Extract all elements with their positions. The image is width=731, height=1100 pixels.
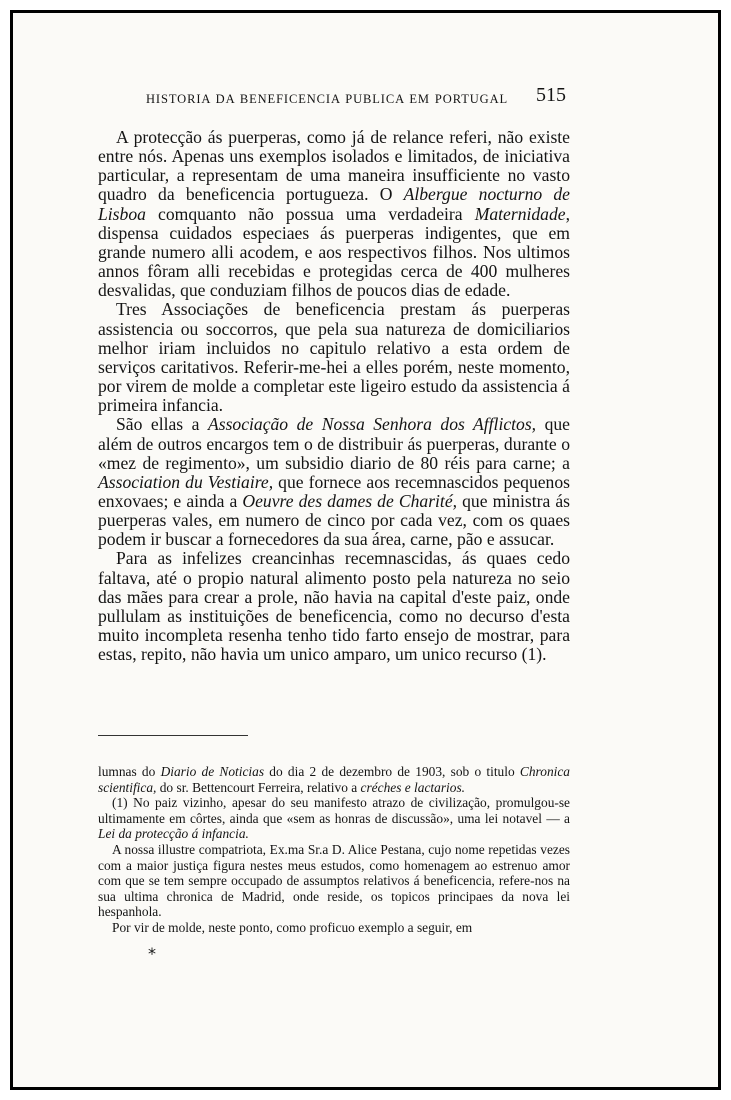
text-run: que ministra ás puerperas vales, em numero de cinco por cada vez, com os quaes podem ir buscar a fornecedores da sua área, carne, pão e assucar. — [98, 490, 570, 550]
text-run: do sr. Bettencourt Ferreira, relativo a — [156, 779, 361, 795]
text-run: São ellas a — [116, 414, 208, 435]
text-run: A protecção ás puerperas, como já de relance referi, não existe entre nós. Apenas uns exemplos isolados e limitados, de iniciativa particular, a representam de uma maneira insufficiente no vasto quadro da beneficencia portugueza. O — [98, 127, 570, 205]
footnote-1 — [98, 795, 570, 842]
running-title: HISTORIA DA BENEFICENCIA PUBLICA EM PORTUGAL — [146, 92, 509, 106]
footnote-rule — [98, 735, 248, 736]
page-header — [0, 84, 731, 114]
text-run: que além de outros encargos tem o de distribuir ás puerperas, durante o «mez de regimento», um subsidio diario de 80 réis para carne; a — [98, 414, 570, 473]
paragraph-newborns: Para as infelizes creancinhas recemnascidas, ás quaes cedo faltava, até o propio natural alimento posto pela natureza no seio das mães para crear a prole, não havia na capital d'este paiz, onde pullulam as instituições de beneficencia, como no decurso d'esta muito incompleta resenha tenho tido farto ensejo de mostrar, para estas, repito, não havia um unico amparo, um unico recurso (1). — [98, 548, 570, 665]
italic-run: Lei da protecção á infancia. — [98, 826, 249, 842]
footnotes — [98, 764, 570, 936]
paragraph-associations: Tres Associações de beneficencia prestam ás puerperas assistencia ou soccorros, que pela sua natureza de domiciliarios melhor iriam incluidos no capitulo relativo a esta ordem de serviços caritativos. Referir-me-hei a elles porém, neste momento, por virem de molde a completar este ligeiro estudo da assistencia á primeira infancia. — [98, 299, 570, 416]
italic-run: créches e lactarios. — [360, 779, 466, 795]
asterisk-mark: * — [148, 944, 156, 963]
footnote-1-paragraph-2: A nossa illustre compatriota, Ex.ma Sr.a D. Alice Pestana, cujo nome repetidas vezes com a maior justiça figura nestes meus estudos, como homenagem ao estrenuo amor com que se tem sempre occupado de assumptos relativos á beneficencia, refere-nos na sua ultima chronica de Madrid, onde reside, os topicos principaes da nova lei hespanhola. — [98, 841, 570, 920]
italic-run: Chronica scientifica, — [98, 764, 570, 795]
page-number: 515 — [536, 84, 566, 106]
footnote-continuation — [98, 764, 570, 795]
text-run: , dispensa cuidados especiaes ás puerperas indigentes, que em grande numero alli acodem, e aos respectivos filhos. Nos ultimos annos fôram alli recebidas e protegidas cerca de 400 mulheres desvalidas, que conduziam filhos de poucos dias de edade. — [98, 203, 570, 301]
body-text — [98, 128, 570, 664]
text-run: do dia 2 de dezembro de 1903, sob o titulo — [264, 764, 520, 779]
italic-run: Albergue nocturno de Lisboa — [98, 184, 570, 224]
footnote-1-paragraph-3: Por vir de molde, neste ponto, como proficuo exemplo a seguir, em — [112, 919, 473, 935]
text-run: comquanto não possua uma verdadeira — [145, 203, 475, 224]
italic-run: Association du Vestiaire, — [98, 471, 274, 492]
italic-run: Oeuvre des dames de Charité, — [242, 490, 458, 511]
text-run: (1) No paiz vizinho, apesar do seu manifesto atrazo de civilização, promulgou-se ultimamente em côrtes, ainda que «sem as honras de discussão», uma lei notavel — a — [98, 795, 570, 826]
paragraph-maternity — [98, 128, 570, 300]
italic-run: Associação de Nossa Senhora dos Afflictos, — [207, 414, 537, 435]
italic-run: Maternidade — [474, 203, 566, 224]
paragraph-associations-list — [98, 415, 570, 549]
text-run: lumnas do — [98, 764, 161, 779]
text-run: que fornece aos recemnascidos pequenos enxovaes; e ainda a — [98, 471, 570, 511]
italic-run: Diario de Noticias — [160, 764, 265, 779]
